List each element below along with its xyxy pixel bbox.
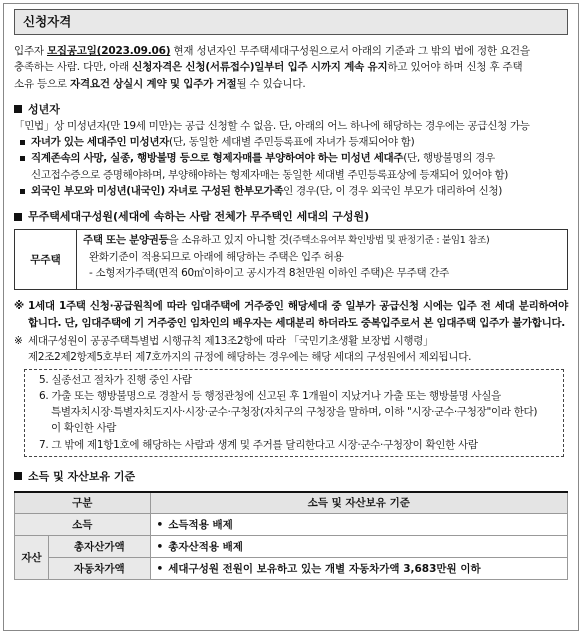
column-header: 소득 및 자산보유 기준 [150,492,567,514]
adult-exception-3: 외국인 부모와 미성년(내국인) 자녀로 구성된 한부모가족 인 경우(단, 이 경우 외국인 부모가 대리하여 신청) [14,183,568,199]
bullet-icon [20,140,25,145]
square-bullet-icon [14,213,22,221]
row-group-label: 자산 [15,536,49,580]
square-bullet-icon [14,472,22,480]
square-bullet-icon [14,105,22,113]
row-label: 소득 [15,514,151,536]
table-header-row [15,492,568,514]
row-value: • 총자산적용 배제 [150,536,567,558]
row-label: 자동차가액 [49,558,151,580]
bullet-icon [20,189,25,194]
adult-exception-1: 자녀가 있는 세대주인 미성년자 (단, 동일한 세대별 주민등록표에 자녀가 등재되어야 함) [14,134,568,150]
excluded-list [24,369,564,457]
excluded-item-cont: 이 확인한 사람 [51,422,117,435]
assets-table [14,491,568,581]
column-header: 구분 [15,492,151,514]
row-label: 총자산가액 [49,536,151,558]
table-row [15,536,568,558]
excluded-item: 7. 그 밖에 제1항1호에 해당하는 사람과 생계 및 주거를 달리한다고 시장·군수·구청장이 확인한 사람 [39,438,478,451]
adult-rule: 「민법」상 미성년자(만 19세 미만)는 공급 신청할 수 없음. 단, 아래의 어느 하나에 해당하는 경우에는 공급신청 가능 [14,119,530,132]
household-criteria: 주택 또는 분양권등을 소유하고 있지 아니할 것(주택소유여부 확인방법 및 판정기준 : 붙임1 참조) 완화기준이 적용되므로 아래에 해당하는 주택은 입주 허용 - 소형저가주택(면적 60㎡이하이고 공시가격 8천만원 이하인 주택)은 무주택 간주 [77,230,568,290]
document-page [3,3,579,631]
adult-heading: 성년자 [14,101,568,118]
note-split-household: ※ 1세대 1주택 신청·공급원칙에 따라 임대주택에 거주중인 해당세대 중 일부가 공급신청 시에는 입주 전 세대 분리하여야 합니다. 단, 임대주택에 기 거주중인 임차인의 배우자는 세대분리 하더라도 중복입주로서 본 임대주택 입주가 불가합니다. [14,300,568,329]
table-row [15,558,568,580]
table-row [15,514,568,536]
adult-exception-2: 직계존속의 사망, 실종, 행방불명 등으로 형제자매를 부양하여야 하는 미성년 세대주 (단, 행방불명의 경우 [14,150,568,166]
row-value: • 소득적용 배제 [150,514,567,536]
household-table [14,229,568,290]
excluded-item: 6. 가출 또는 행방불명으로 경찰서 등 행정관청에 신고된 후 1개월이 지났거나 가출 또는 행방불명 사실을 [39,389,501,402]
excluded-item: 5. 실종선고 절차가 진행 중인 사람 [39,373,192,386]
adult-exception-2-cont: 신고접수증으로 증명해야하며, 부양해야하는 형제자매는 동일한 세대별 주민등록표상에 등재되어 있어야 함) [31,168,509,181]
assets-heading: 소득 및 자산보유 기준 [14,468,568,485]
intro-paragraph: 입주자 모집공고일(2023.09.06) 현재 성년자인 무주택세대구성원으로서 아래의 기준과 그 밖의 법에 정한 요건을 충족하는 사람. 다만, 아래 신청자격은 신청(서류접수)일부터 입주 시까지 계속 유지하고 있어야 하며 신청 후 주택 소유 등으로 자격요건 상실시 계약 및 입주가 거절될 수 있습니다. [14,45,530,90]
row-value: • 세대구성원 전원이 보유하고 있는 개별 자동차가액 3,683만원 이하 [150,558,567,580]
section-title: 신청자격 [14,9,568,35]
note-excluded-members: ※ 세대구성원이 공공주택특별법 시행규칙 제13조2항에 따라 「국민기초생활 보장법 시행령」 제2조2제2항제5호부터 제7호까지의 규정에 해당하는 경우에는 해당 세대의 구성원에서 제외됩니다. [14,335,472,364]
household-label: 무주택 [15,230,77,290]
excluded-item-cont: 특별자치시장·특별자치도지사·시장·군수·구청장(자치구의 구청장을 말하며, 이하 "시장·군수·구청장"이라 한다) [51,406,538,419]
announcement-date: 모집공고일(2023.09.06) [46,45,171,57]
household-heading: 무주택세대구성원(세대에 속하는 사람 전체가 무주택인 세대의 구성원) [14,208,568,225]
bullet-icon [20,156,25,161]
